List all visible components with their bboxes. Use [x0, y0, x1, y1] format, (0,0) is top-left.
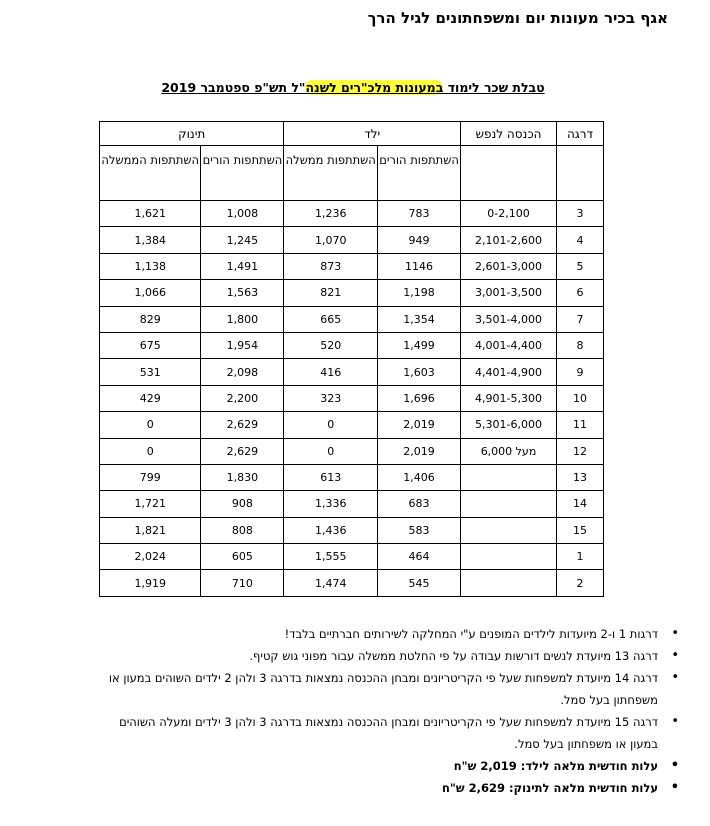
subheader-grade-empty	[557, 146, 604, 201]
cell-child-parents: 1,198	[378, 280, 461, 306]
cell-income	[461, 491, 557, 517]
table-row	[100, 306, 604, 332]
cell-income	[461, 517, 557, 543]
cell-infant-gov: 0	[100, 412, 201, 438]
cell-child-parents: 1,603	[378, 359, 461, 385]
header-child: ילד	[284, 122, 461, 146]
table-row	[100, 544, 604, 570]
cell-income: 5,301-6,000	[461, 412, 557, 438]
cell-income	[461, 464, 557, 490]
table-subheader-row	[100, 146, 604, 201]
cell-grade: 12	[557, 438, 604, 464]
table-title-highlighted: במעונות מלכ"רים לשנה	[305, 80, 444, 95]
table-row	[100, 201, 604, 227]
header-child-gov: השתתפות ממשלה	[284, 146, 378, 201]
table-row	[100, 385, 604, 411]
cell-grade: 11	[557, 412, 604, 438]
cell-infant-gov: 0	[100, 438, 201, 464]
cell-infant-parents: 1,830	[201, 464, 284, 490]
cell-infant-gov: 829	[100, 306, 201, 332]
cell-child-gov: 1,555	[284, 544, 378, 570]
cell-infant-gov: 675	[100, 332, 201, 358]
note-item: • דרגה 14 מיועדת למשפחות שעל פי הקריטריונים ומבחן ההכנסה נמצאות בדרגה 3 ולהן 2 ילדים השוהים במעון או משפחתון בעל סמל.	[88, 667, 688, 711]
cell-child-parents: 1,499	[378, 332, 461, 358]
cell-infant-gov: 1,384	[100, 227, 201, 253]
cell-child-parents: 683	[378, 491, 461, 517]
cell-infant-gov: 1,066	[100, 280, 201, 306]
cell-infant-parents: 2,098	[201, 359, 284, 385]
cell-child-gov: 323	[284, 385, 378, 411]
cell-child-gov: 665	[284, 306, 378, 332]
table-row	[100, 464, 604, 490]
table-row	[100, 412, 604, 438]
cell-income: 3,001-3,500	[461, 280, 557, 306]
cell-child-gov: 1,336	[284, 491, 378, 517]
cell-income: 4,401-4,900	[461, 359, 557, 385]
cell-grade: 4	[557, 227, 604, 253]
cell-grade: 7	[557, 306, 604, 332]
cell-infant-gov: 2,024	[100, 544, 201, 570]
cell-income: מעל 6,000	[461, 438, 557, 464]
cell-child-gov: 0	[284, 412, 378, 438]
table-row	[100, 253, 604, 279]
cell-child-gov: 1,070	[284, 227, 378, 253]
cell-infant-gov: 1,821	[100, 517, 201, 543]
table-title	[158, 80, 548, 95]
note-item: • עלות חודשית מלאה לילד: 2,019 ש"ח	[88, 755, 688, 777]
cell-infant-parents: 605	[201, 544, 284, 570]
cell-infant-gov: 799	[100, 464, 201, 490]
cell-infant-gov: 1,721	[100, 491, 201, 517]
cell-child-parents: 583	[378, 517, 461, 543]
org-title: אגף בכיר מעונות יום ומשפחתונים לגיל הרך	[367, 9, 668, 27]
cell-infant-parents: 2,629	[201, 438, 284, 464]
cell-child-gov: 1,474	[284, 570, 378, 596]
cell-income: 2,101-2,600	[461, 227, 557, 253]
cell-infant-gov: 1,919	[100, 570, 201, 596]
cell-infant-parents: 2,629	[201, 412, 284, 438]
header-infant-gov: השתתפות הממשלה	[100, 146, 201, 201]
header-income: הכנסה לנפש	[461, 122, 557, 146]
table-row	[100, 491, 604, 517]
cell-infant-parents: 808	[201, 517, 284, 543]
cell-infant-gov: 1,138	[100, 253, 201, 279]
cell-income: 4,001-4,400	[461, 332, 557, 358]
note-item: • דרגה 15 מיועדת למשפחות שעל פי הקריטריונים ומבחן ההכנסה נמצאות בדרגה 3 ולהן 3 ילדים ומעלה השוהים במעון או משפחתון בעל סמל.	[88, 711, 688, 755]
cell-infant-parents: 2,200	[201, 385, 284, 411]
cell-grade: 5	[557, 253, 604, 279]
cell-infant-parents: 1,954	[201, 332, 284, 358]
cell-child-parents: 783	[378, 201, 461, 227]
cell-income: 2,601-3,000	[461, 253, 557, 279]
cell-infant-parents: 1,800	[201, 306, 284, 332]
cell-infant-parents: 1,491	[201, 253, 284, 279]
cell-child-parents: 464	[378, 544, 461, 570]
cell-grade: 14	[557, 491, 604, 517]
cell-income	[461, 570, 557, 596]
cell-grade: 3	[557, 201, 604, 227]
cell-child-parents: 1,354	[378, 306, 461, 332]
cell-income	[461, 544, 557, 570]
header-infant-parents: השתתפות הורים	[201, 146, 284, 201]
cell-income: 3,501-4,000	[461, 306, 557, 332]
header-child-parents: השתתפות הורים	[378, 146, 461, 201]
cell-child-gov: 613	[284, 464, 378, 490]
cell-child-gov: 0	[284, 438, 378, 464]
cell-infant-gov: 1,621	[100, 201, 201, 227]
cell-grade: 13	[557, 464, 604, 490]
table-row	[100, 570, 604, 596]
cell-child-gov: 1,236	[284, 201, 378, 227]
cell-infant-parents: 908	[201, 491, 284, 517]
table-row	[100, 227, 604, 253]
cell-grade: 1	[557, 544, 604, 570]
table-title-part2: "ל תש"פ ספטמבר 2019	[161, 80, 306, 95]
note-item: • עלות חודשית מלאה לתינוק: 2,629 ש"ח	[88, 777, 688, 799]
cell-grade: 8	[557, 332, 604, 358]
cell-infant-parents: 710	[201, 570, 284, 596]
table-header-row	[100, 122, 604, 146]
table-row	[100, 332, 604, 358]
cell-child-gov: 416	[284, 359, 378, 385]
cell-grade: 6	[557, 280, 604, 306]
cell-child-parents: 1,696	[378, 385, 461, 411]
header-infant: תינוק	[100, 122, 284, 146]
note-item: • דרגה 13 מיועדת לנשים דורשות עבודה על פי החלטת ממשלה עבור מפוני גוש קטיף.	[88, 645, 688, 667]
header-grade: דרגה	[557, 122, 604, 146]
cell-child-gov: 1,436	[284, 517, 378, 543]
cell-infant-parents: 1,008	[201, 201, 284, 227]
subheader-income-empty	[461, 146, 557, 201]
cell-child-parents: 1,406	[378, 464, 461, 490]
cell-income: 4,901-5,300	[461, 385, 557, 411]
notes-list	[88, 623, 688, 799]
cell-grade: 9	[557, 359, 604, 385]
table-row	[100, 438, 604, 464]
cell-child-parents: 949	[378, 227, 461, 253]
cell-income: 0-2,100	[461, 201, 557, 227]
tuition-table	[99, 121, 604, 597]
table-title-part1: טבלת שכר לימוד	[443, 80, 545, 95]
cell-child-gov: 520	[284, 332, 378, 358]
cell-grade: 2	[557, 570, 604, 596]
cell-child-gov: 821	[284, 280, 378, 306]
cell-child-parents: 2,019	[378, 438, 461, 464]
note-item: • דרגות 1 ו-2 מיועדות לילדים המופנים ע"י המחלקה לשירותים חברתיים בלבד!	[88, 623, 688, 645]
cell-child-parents: 2,019	[378, 412, 461, 438]
table-row	[100, 359, 604, 385]
cell-child-gov: 873	[284, 253, 378, 279]
cell-child-parents: 545	[378, 570, 461, 596]
cell-grade: 15	[557, 517, 604, 543]
table-body	[100, 201, 604, 597]
cell-infant-gov: 429	[100, 385, 201, 411]
table-row	[100, 517, 604, 543]
table-row	[100, 280, 604, 306]
cell-infant-parents: 1,245	[201, 227, 284, 253]
cell-infant-parents: 1,563	[201, 280, 284, 306]
cell-infant-gov: 531	[100, 359, 201, 385]
cell-grade: 10	[557, 385, 604, 411]
cell-child-parents: 1146	[378, 253, 461, 279]
